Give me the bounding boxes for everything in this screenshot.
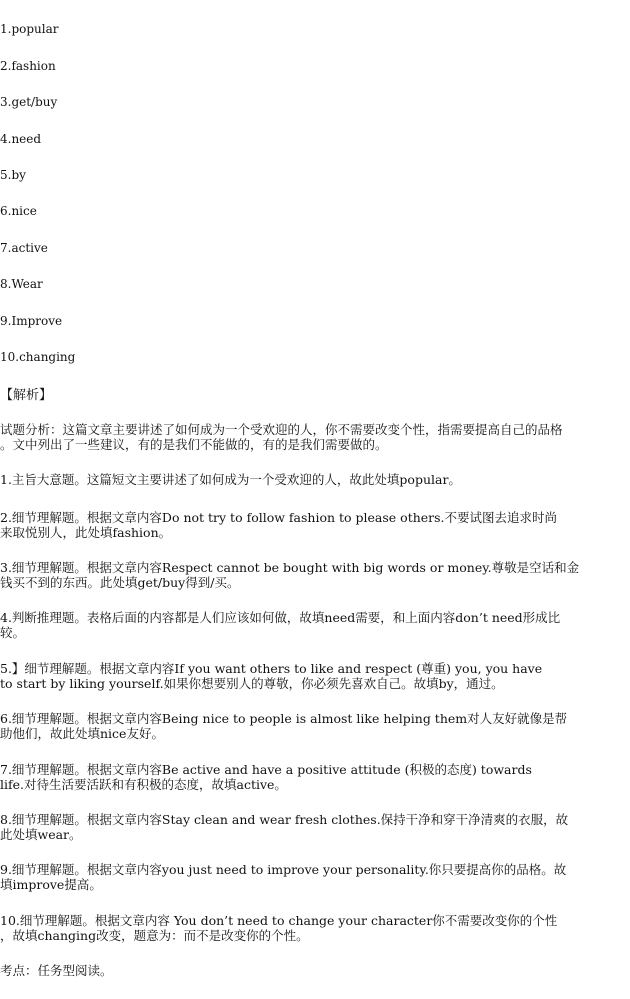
explanation-line: 7.细节理解题。根据文章内容Be active and have a positive attitude (积极的态度) towards xyxy=(0,762,532,777)
explanation-line: ，故填changing改变，题意为：而不是改变你的个性。 xyxy=(0,928,309,943)
answer-10: 10.changing xyxy=(0,350,76,364)
explanation-line: 3.细节理解题。根据文章内容Respect cannot be bought with big words or money.尊敬是空话和金 xyxy=(0,560,580,575)
kaodian-note xyxy=(0,963,630,978)
kaodian-line: 考点：任务型阅读。 xyxy=(0,963,113,978)
analysis-heading: 【解析】 xyxy=(0,388,53,403)
answer-2: 2.fashion xyxy=(0,59,56,73)
explanation-5 xyxy=(0,661,630,691)
answer-5: 5.by xyxy=(0,168,26,182)
explanation-line: 10.细节理解题。根据文章内容 You don’t need to change your character你不需要改变你的个性 xyxy=(0,913,558,928)
answer-4: 4.need xyxy=(0,132,42,146)
summary-paragraph xyxy=(0,422,630,452)
explanation-line: 9.细节理解题。根据文章内容you just need to improve your personality.你只要提高你的品格。故 xyxy=(0,862,567,877)
explanation-4 xyxy=(0,610,630,640)
answer-1: 1.popular xyxy=(0,22,59,36)
explanation-line: 助他们，故此处填nice友好。 xyxy=(0,726,164,741)
explanation-line: 较。 xyxy=(0,625,26,640)
explanation-line: 5.】细节理解题。根据文章内容If you want others to like and respect (尊重) you, you have xyxy=(0,661,543,676)
explanation-line: 来取悦别人，此处填fashion。 xyxy=(0,525,172,540)
explanation-line: 4.判断推理题。表格后面的内容都是人们应该如何做，故填need需要，和上面内容don’t need形成比 xyxy=(0,610,561,625)
explanation-line: 6.细节理解题。根据文章内容Being nice to people is almost like helping them对人友好就像是帮 xyxy=(0,711,568,726)
explanation-6 xyxy=(0,711,630,741)
explanation-9 xyxy=(0,862,630,892)
explanation-line: 1.主旨大意题。这篇短文主要讲述了如何成为一个受欢迎的人，故此处填popular。 xyxy=(0,472,461,487)
explanation-line: 填improve提高。 xyxy=(0,877,102,892)
summary-line: 。文中列出了一些建议，有的是我们不能做的，有的是我们需要做的。 xyxy=(0,437,388,452)
explanation-line: 2.细节理解题。根据文章内容Do not try to follow fashion to please others.不要试图去追求时尚 xyxy=(0,510,558,525)
explanation-7 xyxy=(0,762,630,792)
answer-7: 7.active xyxy=(0,241,48,255)
explanation-line: to start by liking yourself.如果你想要别人的尊敬，你必须先喜欢自己。故填by，通过。 xyxy=(0,676,504,691)
explanation-line: 8.细节理解题。根据文章内容Stay clean and wear fresh clothes.保持干净和穿干净清爽的衣服，故 xyxy=(0,812,569,827)
explanation-8 xyxy=(0,812,630,842)
explanation-line: life.对待生活要活跃和有积极的态度，故填active。 xyxy=(0,777,287,792)
answer-9: 9.Improve xyxy=(0,314,63,328)
explanation-2 xyxy=(0,510,630,540)
explanation-line: 此处填wear。 xyxy=(0,827,82,842)
explanation-3 xyxy=(0,560,630,590)
explanation-10 xyxy=(0,913,630,943)
summary-line: 试题分析：这篇文章主要讲述了如何成为一个受欢迎的人，你不需要改变个性，指需要提高自己的品格 xyxy=(0,422,563,437)
explanation-line: 钱买不到的东西。此处填get/buy得到/买。 xyxy=(0,575,240,590)
explanation-1 xyxy=(0,472,630,487)
answer-3: 3.get/buy xyxy=(0,95,58,109)
answer-8: 8.Wear xyxy=(0,277,43,291)
answer-6: 6.nice xyxy=(0,204,37,218)
